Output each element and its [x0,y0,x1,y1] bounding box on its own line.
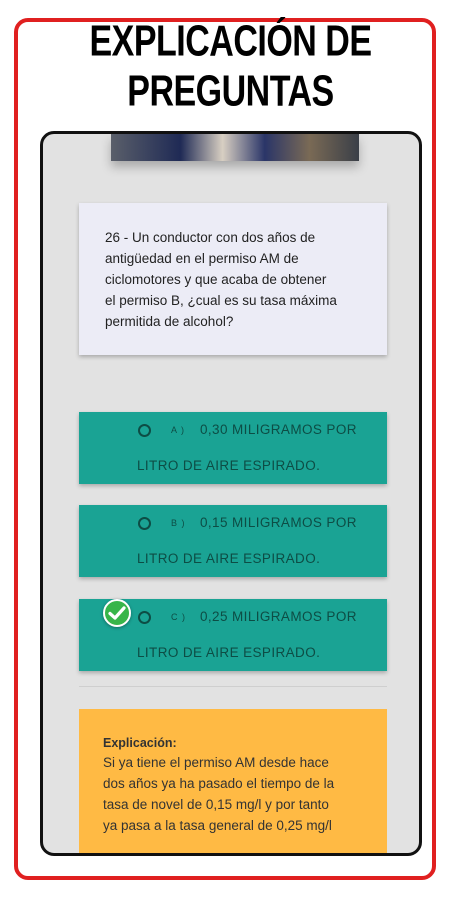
header-photo [111,134,359,161]
explanation-line: Si ya tiene el permiso AM desde hace [103,755,329,770]
explanation-heading: Explicación: [103,736,177,750]
question-line: ciclomotores y que acaba de obtener [105,272,327,287]
option-text: 0,25 MILIGRAMOS POR [200,609,357,624]
explanation-line: tasa de novel de 0,15 mg/l y por tanto [103,797,329,812]
question-line: el permiso B, ¿cual es su tasa máxima [105,293,337,308]
banner-title: EXPLICACIÓN DE PREGUNTAS [89,17,372,116]
option-b[interactable] [79,505,387,577]
option-a[interactable] [79,412,387,484]
option-text: LITRO DE AIRE ESPIRADO. [137,645,321,660]
option-text: 0,30 MILIGRAMOS POR [200,422,357,437]
radio-unchecked-icon[interactable] [138,424,151,437]
radio-unchecked-icon[interactable] [138,517,151,530]
divider [79,686,387,687]
check-circle-icon [103,599,131,627]
question-card [79,203,387,355]
explanation-line: dos años ya ha pasado el tiempo de la [103,776,335,791]
question-line: antigüedad en el permiso AM de [105,251,299,266]
option-letter: B ) [171,518,186,528]
option-text: LITRO DE AIRE ESPIRADO. [137,551,321,566]
question-line: 26 - Un conductor con dos años de [105,230,316,245]
option-text: LITRO DE AIRE ESPIRADO. [137,458,321,473]
explanation-card [79,709,387,856]
radio-unchecked-icon[interactable] [138,611,151,624]
phone-screen [40,131,422,856]
explanation-line: ya pasa a la tasa general de 0,25 mg/l [103,818,332,833]
option-letter: C ) [171,612,186,622]
option-text: 0,15 MILIGRAMOS POR [200,515,357,530]
question-line: permitida de alcohol? [105,314,234,329]
option-letter: A ) [171,425,186,435]
